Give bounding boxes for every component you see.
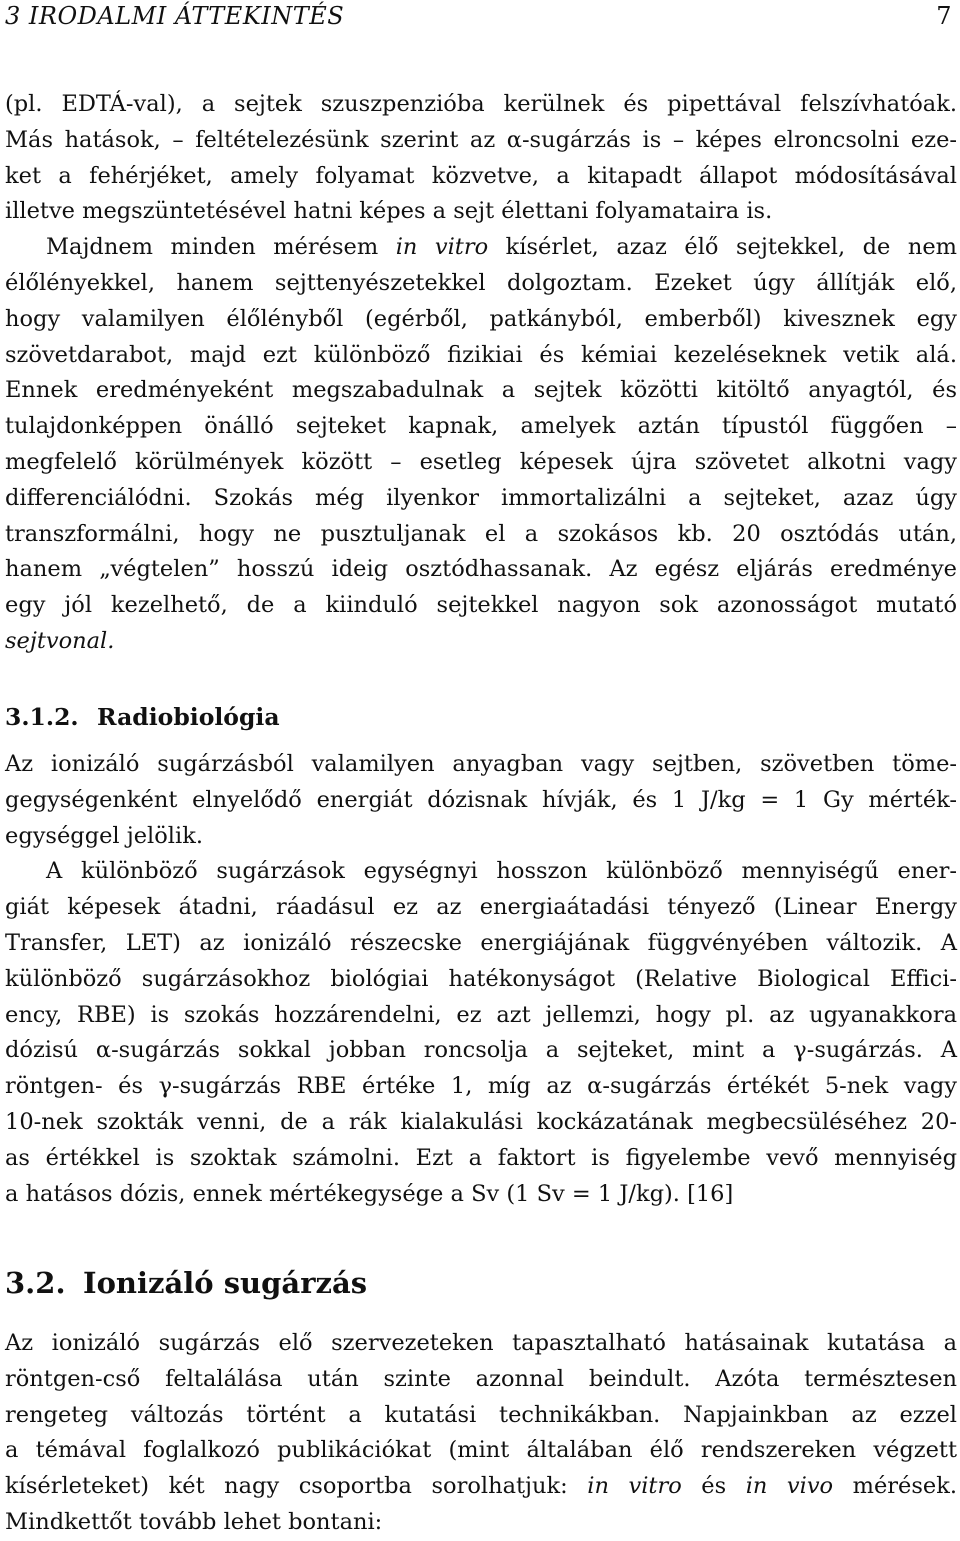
text-line: hogy valamilyen élőlényből (egérből, patkányból, emberből) kivesznek egy <box>5 305 957 332</box>
text-line: Mindkettőt tovább lehet bontani: <box>5 1508 383 1535</box>
text-line: tulajdonképpen önálló sejteket kapnak, amelyek aztán típustól függően – <box>5 413 957 440</box>
text-line: szövetdarabot, majd ezt különböző fizikiai és kémiai kezeléseknek vetik alá. <box>5 341 957 368</box>
text-run: mérések. <box>833 1473 957 1500</box>
text-line: a hatásos dózis, ennek mértékegysége a Sv (1 Sv = 1 J/kg). [16] <box>5 1180 734 1207</box>
text-line: as értékkel is szoktak számolni. Ezt a faktort is figyelembe vevő mennyiség <box>5 1144 957 1171</box>
subsection-title: Radiobiológia <box>97 703 280 731</box>
text-line: röntgen-cső feltalálása után szinte azonnal beindult. Azóta természtesen <box>5 1365 957 1392</box>
text-line: Az ionizáló sugárzásból valamilyen anyagban vagy sejtben, szövetben töme- <box>5 751 957 777</box>
text-run: kísérlet, azaz élő sejtekkel, de nem <box>488 234 957 261</box>
text-run: kísérleteket) két nagy csoportba sorolhatjuk: <box>5 1473 588 1500</box>
text-line: különböző sugárzásokhoz biológiai hatékonyságot (Relative Biological Effici- <box>5 965 957 992</box>
text-line: Ennek eredményeként megszabadulnak a sejtek közötti kitöltő anyagtól, és <box>5 377 957 404</box>
page-number: 7 <box>936 2 952 30</box>
text-line: megfelelő körülmények között – esetleg képesek újra szövetet alkotni vagy <box>5 448 957 475</box>
text-line: 10-nek szokták venni, de a rák kialakulási kockázatának megbecsüléséhez 20- <box>5 1108 957 1135</box>
ionizing-radiation-text <box>5 1326 957 1541</box>
text-line: Más hatások, – feltételezésünk szerint az α-sugárzás is – képes elroncsolni eze- <box>5 126 957 153</box>
text-line: Az ionizáló sugárzás elő szervezeteken tapasztalható hatásainak kutatása a <box>5 1330 957 1356</box>
subsection-number: 3.1.2. <box>5 703 79 731</box>
text-line: A különböző sugárzások egységnyi hosszon különböző mennyiségű ener- <box>46 858 957 885</box>
text-line: rengeteg változás történt a kutatási technikákban. Napjainkban az ezzel <box>5 1401 957 1428</box>
italic-term: in vivo <box>745 1473 834 1500</box>
text-run: és <box>681 1473 746 1500</box>
text-line: ket a fehérjéket, amely folyamat közvetve, a kitapadt állapot módosításával <box>5 162 957 189</box>
section-heading <box>5 1266 367 1300</box>
section-title: Ionizáló sugárzás <box>83 1266 368 1300</box>
text-line: Transfer, LET) az ionizáló részecske energiájának függvényében változik. A <box>5 929 957 956</box>
text-line: egységgel jelölik. <box>5 822 203 849</box>
text-line: élőlényekkel, hanem sejttenyészetekkel dolgoztam. Ezeket úgy állítják elő, <box>5 269 957 296</box>
text-line <box>5 1469 957 1505</box>
text-line: ency, RBE) is szokás hozzárendelni, ez azt jellemzi, hogy pl. az ugyanakkora <box>5 1001 957 1028</box>
chapter-title: 3 IRODALMI ÁTTEKINTÉS <box>5 2 345 30</box>
italic-term: in vitro <box>395 234 489 261</box>
text-line: dózisú α-sugárzás sokkal jobban roncsolja a sejteket, mint a γ-sugárzás. A <box>5 1037 957 1064</box>
text-line: transzformálni, hogy ne pusztuljanak el a szokásos kb. 20 osztódás után, <box>5 520 957 547</box>
subsection-heading <box>5 703 280 731</box>
section-number: 3.2. <box>5 1266 66 1300</box>
italic-term: sejtvonal. <box>5 627 115 654</box>
text-line: gegységenként elnyelődő energiát dózisnak hívják, és 1 J/kg = 1 Gy mérték- <box>5 786 957 813</box>
italic-term: in vitro <box>587 1473 682 1500</box>
text-line: hanem „végtelen” hosszú ideig osztódhassanak. Az egész eljárás eredménye <box>5 556 957 583</box>
text-line <box>5 230 957 266</box>
text-line: röntgen- és γ-sugárzás RBE értéke 1, míg az α-sugárzás értékét 5-nek vagy <box>5 1073 957 1100</box>
cell-culture-text <box>5 87 957 660</box>
text-line: egy jól kezelhető, de a kiinduló sejtekkel nagyon sok azonosságot mutató <box>5 592 957 619</box>
text-line: illetve megszüntetésével hatni képes a sejt élettani folyamataira is. <box>5 198 773 225</box>
text-line: a témával foglalkozó publikációkat (mint általában élő rendszereken végzett <box>5 1437 957 1464</box>
text-line: giát képesek átadni, ráadásul ez az energiaátadási tényező (Linear Energy <box>5 894 957 921</box>
running-header <box>5 2 952 38</box>
text-run: Majdnem minden mérésem <box>46 234 396 261</box>
text-line <box>5 624 957 660</box>
text-line: (pl. EDTÁ-val), a sejtek szuszpenzióba kerülnek és pipettával felszívhatóak. <box>5 91 957 117</box>
radiobiology-text <box>5 747 957 1212</box>
text-line: differenciálódni. Szokás még ilyenkor immortalizálni a sejteket, azaz úgy <box>5 484 957 511</box>
